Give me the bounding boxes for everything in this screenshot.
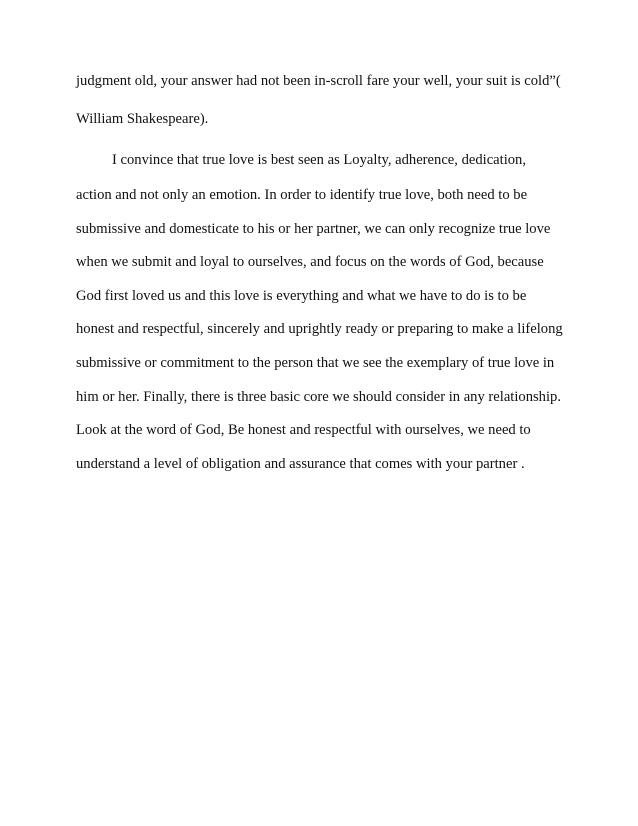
text-line: understand a level of obligation and assurance that comes with your partner . [76, 456, 525, 472]
text-line: honest and respectful, sincerely and uprightly ready or preparing to make a lifelong [76, 321, 563, 337]
text-line: William Shakespeare). [76, 111, 209, 127]
paragraph-first-line: I convince that true love is best seen as Loyalty, adherence, dedication, [112, 152, 527, 168]
text-line: judgment old, your answer had not been in-scroll fare your well, your suit is cold”( [76, 73, 561, 89]
text-line: submissive or commitment to the person that we see the exemplary of true love in [76, 355, 555, 371]
text-line: God first loved us and this love is everything and what we have to do is to be [76, 288, 527, 304]
text-line: him or her. Finally, there is three basic core we should consider in any relationship. [76, 389, 561, 405]
text-line: action and not only an emotion. In order to identify true love, both need to be [76, 187, 528, 203]
text-line: submissive and domesticate to his or her partner, we can only recognize true love [76, 221, 551, 237]
text-line: Look at the word of God, Be honest and respectful with ourselves, we need to [76, 422, 531, 438]
text-line: when we submit and loyal to ourselves, and focus on the words of God, because [76, 254, 544, 270]
